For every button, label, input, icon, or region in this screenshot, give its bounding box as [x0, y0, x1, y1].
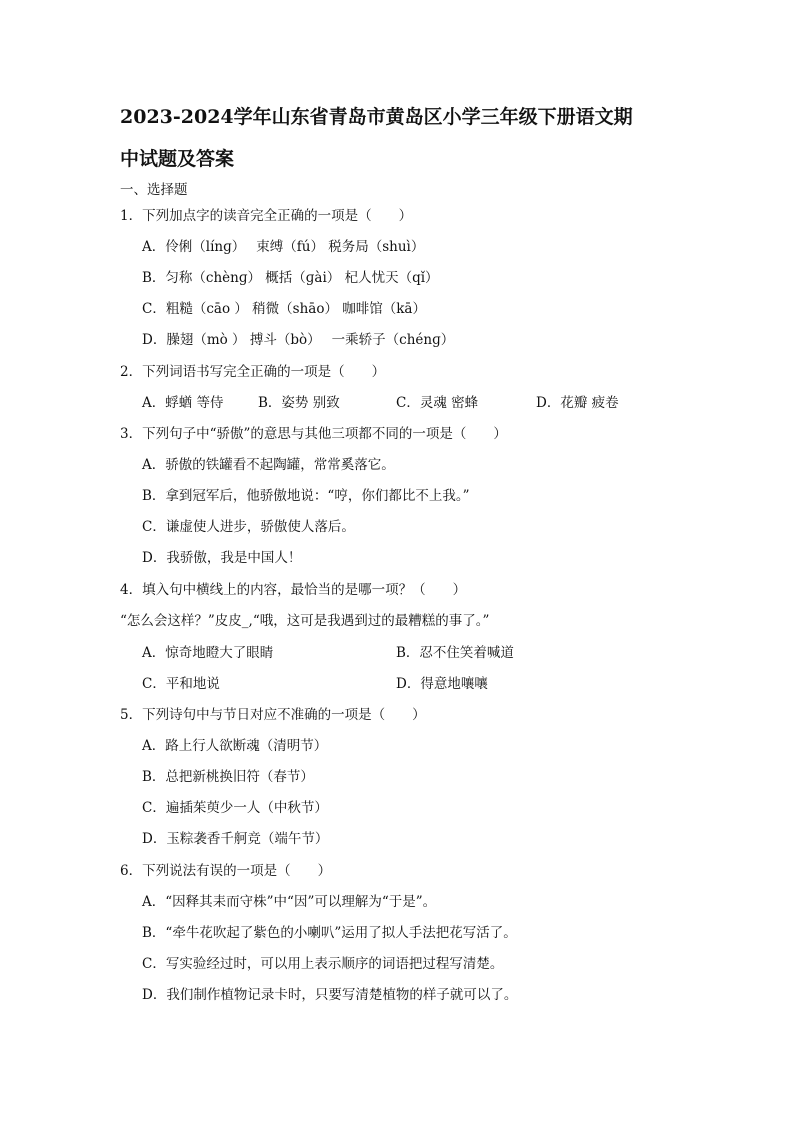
question-2-stem: 2．下列词语书写完全正确的一项是（ ）	[120, 364, 386, 380]
question-5-option-b: B．总把新桃换旧符（春节）	[142, 769, 314, 785]
question-2-option-c: C．灵魂 密蜂	[396, 395, 479, 411]
question-5-option-c: C．遍插茱萸少一人（中秋节）	[142, 800, 328, 816]
question-1-option-d: D．臊翅（mò ） 搏斗（bò） 一乘轿子（chénɡ）	[142, 332, 455, 348]
question-6-stem: 6．下列说法有误的一项是（ ）	[120, 863, 332, 879]
question-3-stem: 3．下列句子中“骄傲”的意思与其他三项都不同的一项是（ ）	[120, 426, 507, 442]
document-title-line-2: 中试题及答案	[120, 148, 235, 170]
document-title-line-1: 2023-2024学年山东省青岛市黄岛区小学三年级下册语文期	[120, 106, 633, 128]
question-1-option-a: A．伶俐（línɡ） 束缚（fú） 税务局（shuì）	[142, 239, 425, 255]
question-3-option-a: A．骄傲的铁罐看不起陶罐，常常奚落它。	[142, 457, 395, 473]
question-3-option-b: B．拿到冠军后，他骄傲地说：“哼，你们都比不上我。”	[142, 488, 470, 504]
question-6-option-a: A．“因释其耒而守株”中“因”可以理解为“于是”。	[142, 894, 437, 910]
section-heading: 一、选择题	[120, 182, 188, 198]
question-2-option-d: D．花瓣 疲卷	[536, 395, 619, 411]
question-6-option-d: D．我们制作植物记录卡时，只要写清楚植物的样子就可以了。	[142, 987, 518, 1003]
question-1-option-c: C．粗糙（cāo ） 稍微（shāo） 咖啡馆（kā）	[142, 301, 426, 317]
question-4-stem: 4．填入句中横线上的内容，最恰当的是哪一项？（ ）	[120, 582, 467, 598]
question-3-option-c: C．谦虚使人进步，骄傲使人落后。	[142, 519, 355, 535]
question-2-option-b: B．姿势 别致	[258, 395, 340, 411]
question-6-option-c: C．写实验经过时，可以用上表示顺序的词语把过程写清楚。	[142, 956, 504, 972]
question-3-option-d: D．我骄傲，我是中国人！	[142, 550, 302, 566]
question-6-option-b: B．“牵牛花吹起了紫色的小喇叭”运用了拟人手法把花写活了。	[142, 925, 517, 941]
question-5-option-a: A．路上行人欲断魂（清明节）	[142, 738, 328, 754]
question-4-quote: “怎么会这样？”皮皮_,“哦，这可是我遇到过的最糟糕的事了。”	[120, 613, 490, 629]
question-2-option-a: A．蜉蝤 等侍	[142, 395, 224, 411]
question-5-option-d: D．玉粽袭香千舸竞（端午节）	[142, 831, 329, 847]
question-4-option-a: A．惊奇地瞪大了眼睛	[142, 645, 274, 661]
question-5-stem: 5．下列诗句中与节日对应不准确的一项是（ ）	[120, 707, 426, 723]
question-4-option-b: B．忍不住笑着喊道	[396, 645, 514, 661]
question-4-option-c: C．平和地说	[142, 676, 220, 692]
question-1-option-b: B．匀称（chènɡ） 概括（ɡài） 杞人忧天（qǐ）	[142, 270, 439, 286]
question-1-stem: 1．下列加点字的读音完全正确的一项是（ ）	[120, 208, 413, 224]
question-4-option-d: D．得意地嚷嚷	[396, 676, 488, 692]
